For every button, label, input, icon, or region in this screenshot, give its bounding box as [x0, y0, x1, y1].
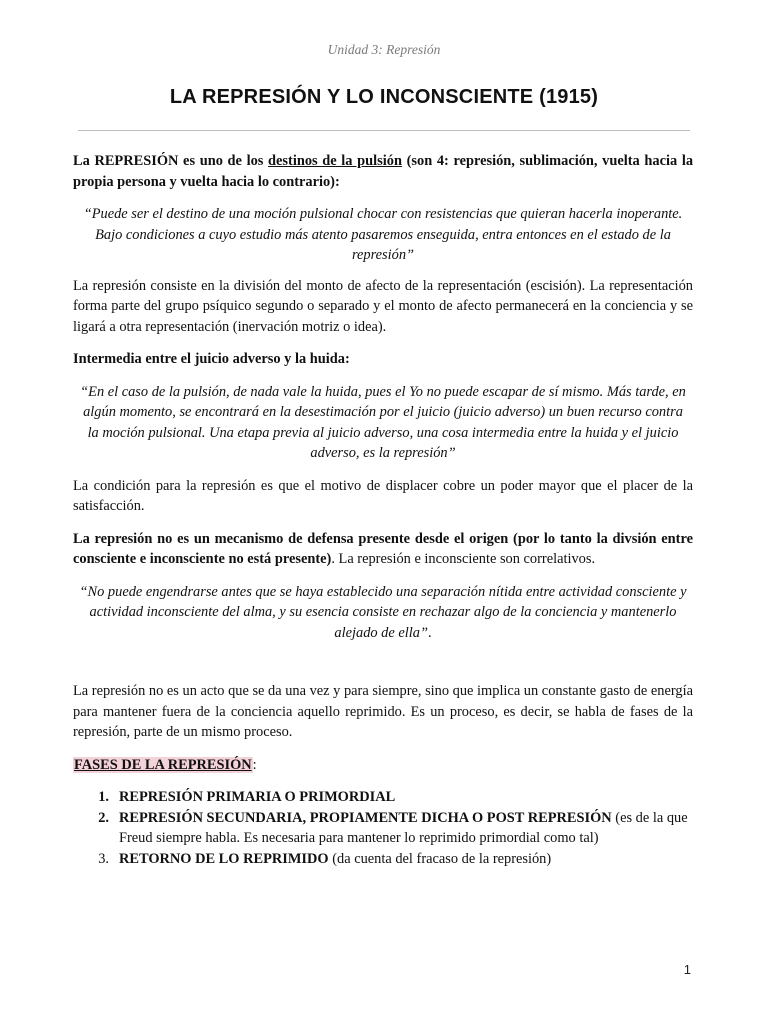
quote-separacion [73, 582, 693, 644]
fases-colon: : [252, 756, 257, 773]
intro-text-end: (son 4: represión, sublimación, vuelta hacia la propia persona y vuelta hacia lo contrario): [73, 153, 694, 190]
phase-title: REPRESIÓN PRIMARIA O PRIMORDIAL [119, 789, 396, 805]
title-divider [78, 130, 690, 131]
fases-heading-line [73, 755, 693, 776]
paragraph-escision: La represión consiste en la división del monto de afecto de la representación (escisión). La representación forma parte del grupo psíquico segundo o separado y el monto de afecto permanecerá en la conciencia y se ligará a otra representación (inervación motriz o idea). [73, 277, 693, 335]
paragraph-mecanismo [73, 529, 693, 570]
phase-title: RETORNO DE LO REPRIMIDO [119, 850, 329, 867]
phase-note: (es de la que Freud siempre habla. Es necesaria para mantener lo reprimido primordial como tal) [119, 809, 688, 846]
list-text [119, 808, 693, 849]
list-item [73, 849, 693, 870]
list-number: 1. [98, 789, 109, 805]
list-item [73, 787, 693, 808]
page-title: LA REPRESIÓN Y LO INCONSCIENTE (1915) [169, 86, 599, 108]
mecanismo-bold-text: La represión no es un mecanismo de defensa presente desde el origen (por lo tanto la divsión entre consciente e inconsciente no está presente) [73, 530, 693, 567]
paragraph-condicion: La condición para la represión es que el motivo de displacer cobre un poder mayor que el placer de la satisfacción. [73, 477, 693, 514]
quote-destino: “Puede ser el destino de una moción pulsional chocar con resistencias que quieran hacerla inoperante. Bajo condiciones a cuyo estudio más atento pasaremos enseguida, entra entonces en el estado de la represión” [83, 206, 683, 263]
fases-heading: FASES DE LA REPRESIÓN [74, 756, 252, 773]
mecanismo-rest-text: . La represión e inconsciente son correlativos. [331, 551, 596, 567]
quote-huida: “En el caso de la pulsión, de nada vale la huida, pues el Yo no puede escapar de sí mismo. Más tarde, en algún momento, se encontrará en la desestimación por el juicio (juicio adverso) un buen recurso contra la moción pulsional. Una etapa previa al juicio adverso, una cosa intermedia entre la huida y el juicio adverso, es la represión” [80, 383, 686, 461]
list-item [73, 808, 693, 849]
document-body [73, 151, 693, 869]
destinos-term: destinos de la pulsión [268, 153, 402, 169]
phase-note: (da cuenta del fracaso de la represión) [328, 850, 552, 867]
intro-text-start: La REPRESIÓN es uno de los [73, 153, 269, 169]
list-number: 2. [98, 809, 109, 826]
phase-title: REPRESIÓN SECUNDARIA, PROPIAMENTE DICHA O POST REPRESIÓN [119, 809, 612, 826]
list-text [119, 787, 693, 808]
quote-separacion-tail: . [427, 624, 432, 641]
page-number: 1 [683, 962, 691, 977]
running-header: Unidad 3: Represión [327, 42, 441, 57]
list-number: 3. [98, 850, 109, 867]
quote-separacion-text: “No puede engendrarse antes que se haya establecido una separación nítida entre actividad consciente y actividad inconsciente del alma, y su esencia consiste en rechazar algo de la conciencia y mantenerlo alejado de ella” [79, 583, 687, 641]
paragraph-proceso: La represión no es un acto que se da una vez y para siempre, sino que implica un constante gasto de energía para mantener fuera de la conciencia aquello reprimido. Es un proceso, es decir, se habla de fases de la represión, parte de un mismo proceso. [73, 683, 693, 740]
intro-paragraph [73, 151, 693, 192]
list-text [119, 849, 693, 870]
fases-list [73, 787, 693, 869]
subheading-intermedia: Intermedia entre el juicio adverso y la huida: [73, 351, 350, 367]
